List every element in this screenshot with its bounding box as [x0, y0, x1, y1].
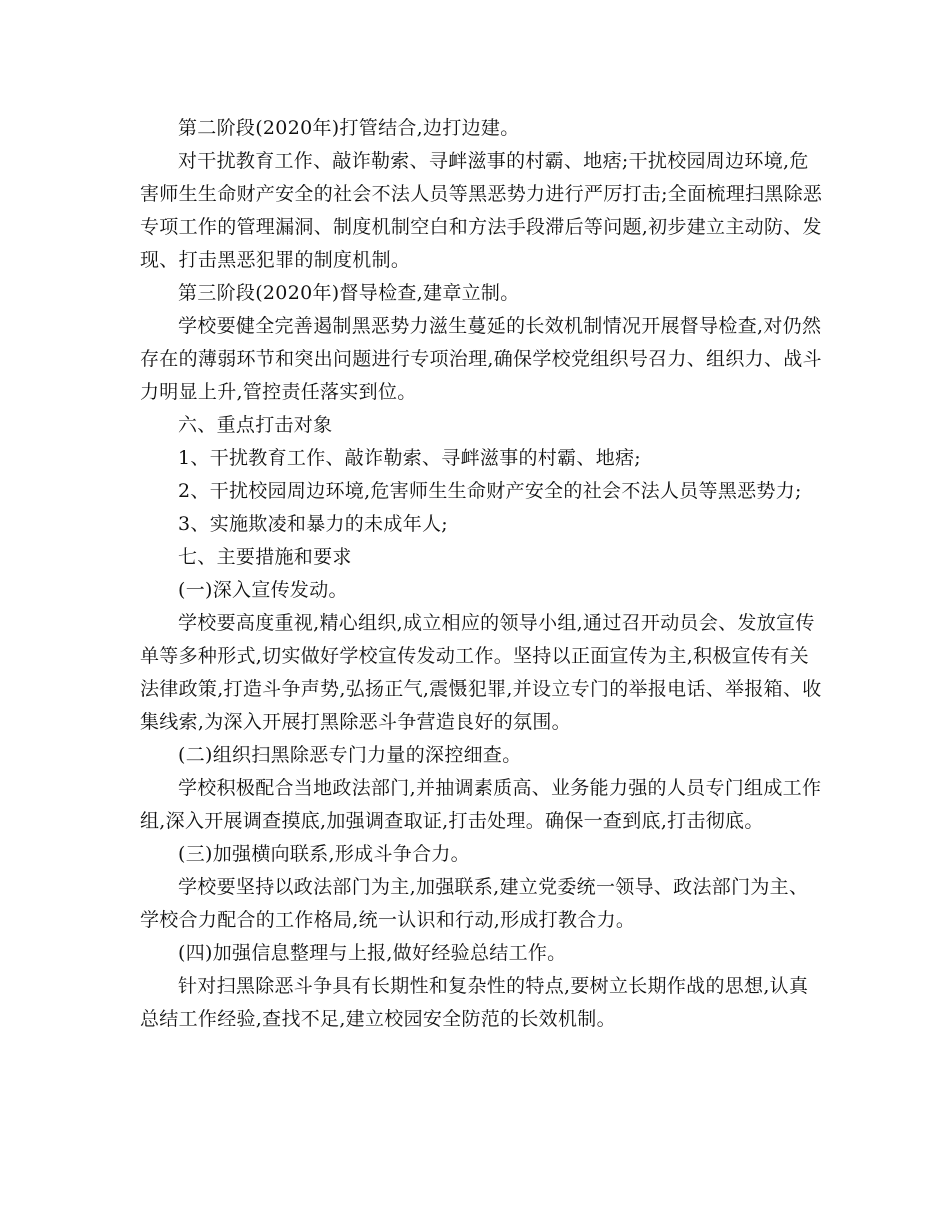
- list-item: 1、干扰教育工作、敲诈勒索、寻衅滋事的村霸、地痞;: [178, 447, 641, 469]
- section-heading: 六、重点打击对象: [178, 414, 333, 436]
- paragraph: 学校要坚持以政法部门为主,加强联系,建立党委统一领导、政法部门为主、学校合力配合的工作格局,统一认识和行动,形成打教合力。: [140, 876, 809, 931]
- subsection-heading: (四)加强信息整理与上报,做好经验总结工作。: [178, 942, 567, 964]
- list-item: 3、实施欺凌和暴力的未成年人;: [178, 513, 448, 535]
- paragraph: 对干扰教育工作、敲诈勒索、寻衅滋事的村霸、地痞;干扰校园周边环境,危害师生生命财产安全的社会不法人员等黑恶势力进行严厉打击;全面梳理扫黑除恶专项工作的管理漏洞、制度机制空白和方法手段滞后等问题,初步建立主动防、发现、打击黑恶犯罪的制度机制。: [140, 150, 823, 271]
- paragraph: 第三阶段(2020年)督导检查,建章立制。: [178, 282, 520, 304]
- subsection-heading: (一)深入宣传发动。: [178, 579, 348, 601]
- subsection-heading: (三)加强横向联系,形成斗争合力。: [178, 843, 470, 865]
- paragraph: 针对扫黑除恶斗争具有长期性和复杂性的特点,要树立长期作战的思想,认真总结工作经验,查找不足,建立校园安全防范的长效机制。: [140, 975, 809, 1030]
- section-heading: 七、主要措施和要求: [178, 546, 352, 568]
- paragraph: 学校要健全完善遏制黑恶势力滋生蔓延的长效机制情况开展督导检查,对仍然存在的薄弱环节和突出问题进行专项治理,确保学校党组织号召力、组织力、战斗力明显上升,管控责任落实到位。: [140, 315, 822, 403]
- subsection-heading: (二)组织扫黑除恶专门力量的深控细查。: [178, 744, 522, 766]
- list-item: 2、干扰校园周边环境,危害师生生命财产安全的社会不法人员等黑恶势力;: [178, 480, 802, 502]
- paragraph: 第二阶段(2020年)打管结合,边打边建。: [178, 117, 520, 139]
- paragraph: 学校积极配合当地政法部门,并抽调素质高、业务能力强的人员专门组成工作组,深入开展调查摸底,加强调查取证,打击处理。确保一查到底,打击彻底。: [140, 777, 822, 832]
- paragraph: 学校要高度重视,精心组织,成立相应的领导小组,通过召开动员会、发放宣传单等多种形式,切实做好学校宣传发动工作。坚持以正面宣传为主,积极宣传有关法律政策,打造斗争声势,弘扬正气,震慑犯罪,并设立专门的举报电话、举报箱、收集线索,为深入开展打黑除恶斗争营造良好的氛围。: [140, 612, 822, 733]
